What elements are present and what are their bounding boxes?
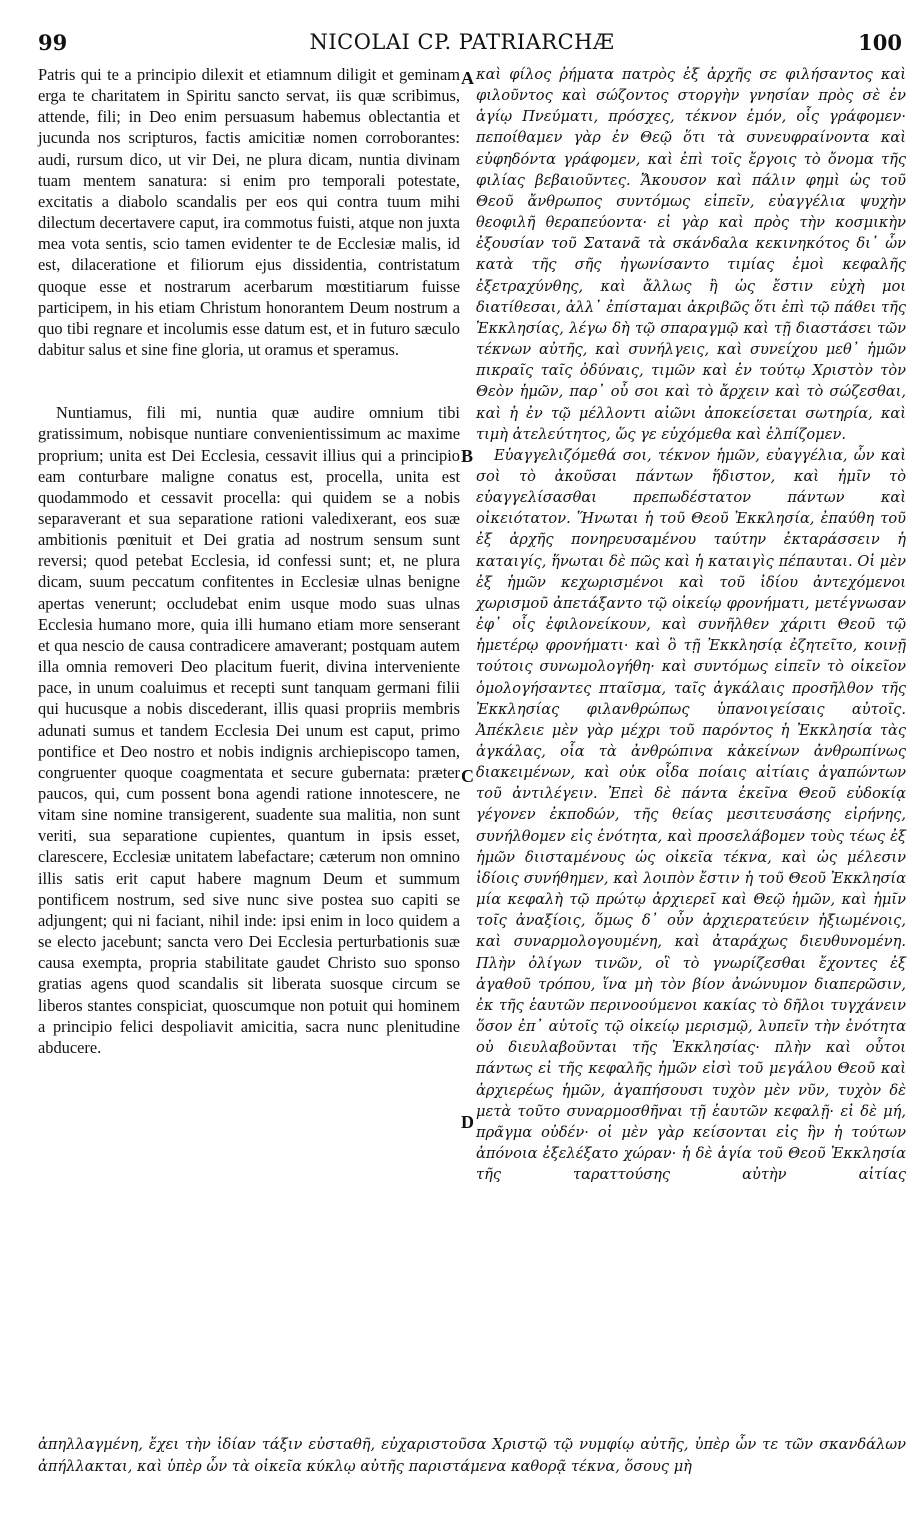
- running-title: NICOLAI CP. PATRIARCHÆ: [309, 30, 615, 54]
- greek-paragraph-2: Εὐαγγελιζόμεθά σοι, τέκνον ἡμῶν, εὐαγγέλια, ὧν καὶ σοὶ τὸ ἀκοῦσαι πάντων ἥδιστον, καὶ ἡμῖν τὸ εὐαγγελίσασθαι πρεπωδέστατον πάντων καὶ οἰκειότατον. Ἥνωται ἡ τοῦ Θεοῦ Ἐκκλησία, ἐπαύθη τοῦ ἐξ ἀρχῆς πονηρευσαμένου ταύτην ἐκταράσσειν ἡ καταιγίς, ἥνωται δὲ πῶς καὶ ἡ καταιγὶς πέπαυται. Οἱ μὲν ἐξ ἡμῶν κεχωρισμένοι καὶ τοῦ ἰδίου ἀντεχόμενοι χωρισμοῦ ἀπετάξαντο τῷ οἰκείῳ φρονήματι, μετέγνωσαν ἐφ᾽ οἷς ἐφιλονείκουν, καὶ συνῆλθεν χάριτι Θεοῦ τῷ ἡμετέρῳ φρονήματι· καὶ ὃ τῇ Ἐκκλησίᾳ ἐζητεῖτο, κοινῇ τούτοις συνωμολογήθη· καὶ συντόμως εἰπεῖν τὸ οἰκεῖον ὁμολογήσαντες πταῖσμα, ταῖς ἀγκάλαις προσῆλθον τῆς Ἐκκλησίας φιλανθρώπως ὑπανοιγείσαις αὐτοῖς. Ἀπέκλειε μὲν γὰρ μέχρι τοῦ παρόντος ἡ Ἐκκλησία τὰς ἀγκάλας, οἷα τὰ ἀνθρώπινα κἀκείνων ἀνθρωπίνως διακειμένων, καὶ οὐκ οἶδα ποίαις αἰτίαις ἀγαπώντων τοῦ ἀντιλέγειν. Ἐπεὶ δὲ πάντα ἐκεῖνα Θεοῦ εὐδοκίᾳ γέγονεν ἐκποδών, τῆς θείας μεσιτευσάσης εἰρήνης, συνήλθομεν εἰς ἑνότητα, καὶ προσελάβομεν τοὺς τέως ἐξ ἡμῶν διισταμένους ὡς οἰκεῖα τέκνα, καὶ ὡς μέλεσιν ἰδίοις συνήθημεν, καὶ λοιπὸν ἔστιν ἡ τοῦ Θεοῦ Ἐκκλησία μία κεφαλὴ τῷ πρώτῳ ἀρχιερεῖ καὶ Θεῷ ἡμῶν, καὶ ἡμῖν τοῖς ἀναξίοις, ὅμως δ᾽ οὖν ἀρχιερατεύειν ἠξιωμένοις, καὶ συναρμολογουμένη, καὶ ἀταράχως διευθυνομένη. Πλὴν ὀλίγων τινῶν, οἳ τὸ γνωρίζεσθαι ἔχοντες ἐξ ἀγαθοῦ τρόπου, ἵνα μὴ τὸν βίον ἀνώνυμον διαπερῶσιν, ἐκ τῆς ἑαυτῶν περινοούμενοι κακίας τὸ δῆλοι τυγχάνειν ὅσον ἐπ᾽ αὐτοῖς τῷ οἰκείῳ μερισμῷ, λυπεῖν τὴν ἑνότητα οὐ διευλαβοῦνται τῆς Ἐκκλησίας· πλὴν καὶ οὗτοι πάντως εἰ τῆς κεφαλῆς ἡμῶν εἰσὶ τοῦ μεγάλου Θεοῦ καὶ ἀρχιερέως ἡμῶν, ἀγαπήσουσι τυχὸν μὲν νῦν, τυχὸν δὲ μετὰ τοῦτο συναρμοσθῆναι τῇ ἑαυτῶν κεφαλῇ· εἰ δὲ μή, πρᾶγμα οὐδέν· οἱ μὲν γὰρ κείσονται εἰς ἣν ἡ τούτων ἀπόνοια ἐξελέξατο χώραν· ἡ δὲ ἁγία τοῦ Θεοῦ Ἐκκλησία τῆς ταραττούσης αὐτὴν αἰτίας: [476, 446, 906, 1184]
- greek-continuation-text: ἀπηλλαγμένη, ἔχει τὴν ἰδίαν τάξιν εὐσταθῆ, εὐχαριστοῦσα Χριστῷ τῷ νυμφίῳ αὐτῆς, ὑπὲρ ὧν τε τῶν σκανδάλων ἀπήλλακται, καὶ ὑπὲρ ὧν τὰ οἰκεῖα κύκλῳ αὐτῆς παριστάμενα καθορᾷ τέκνα, ὅσους μὴ: [38, 1436, 906, 1475]
- margin-letter-a: A: [461, 68, 474, 88]
- margin-letter-b: B: [461, 446, 474, 466]
- margin-letter-c: C: [461, 766, 474, 786]
- full-width-continuation: [38, 1434, 906, 1478]
- greek-column: [476, 64, 906, 1185]
- latin-column: [38, 64, 460, 1058]
- page-number-left: 99: [38, 30, 68, 55]
- page-number-right: 100: [858, 30, 902, 55]
- latin-paragraph-2: Nuntiamus, fili mi, nuntia quæ audire omnium tibi gratissimum, nobisque nuntiare convenientissimum ac maxime proprium; unita est Dei Ecclesia, cessavit illius qui a principio eam conturbare maligne conatus est, procella, unita est quodammodo et cessavit procella: qui quidem se a nobis separaverant et sua separatione rationi valedixerant, eos suæ ambitionis pœnituit et Dei gratia ad nostrum sensum sunt reversi; quod petebat Ecclesia, id confessi sunt; et, ne plura dicam, suum peccatum confitentes in Ecclesiæ ulnas benigne apertas venerunt; occludebat enim usque modo suas ulnas Ecclesia humano more, quia illi humano etiam more senserant et qua nescio de causa contradicere amaverant; postquam autem illa omnia removeri Deo placitum fuerit, divina interveniente pace, in unum coaluimus et recepti sunt tanquam germani filii qui hucusque a nobis discederant, illis quasi propriis membris adunati sumus et tandem Ecclesia Dei unum est caput, primo pontifice et Deo nostro et nobis indignis archiepiscopo tamen, congruenter quoque coagmentata et secure gubernata: præter paucos, qui, cum possent bona agendi ratione innotescere, ne vitam sine nomine transigerent, suadente sua malitia, non sunt veriti, sua separatione cupientes, quantum in ipsis esset, clarescere, Ecclesiæ unitatem labefactare; cæterum non omnino illis satis erit caput habere magnum Deum et summum pontificem nostrum, sed sive nunc sive postea suo capiti se adjungent; qui ni faciant, nihil inde: ipsi enim in loco quidem a se electo jacebunt; sancta vero Dei Ecclesia perturbationis suæ causa exempta, propria stabilitate gaudet Christo suo sponso gratias agens quod scandalis sit liberata suosque circum se liberos stantes conspiciat, quoscumque non potuit qui hominem a principio felici despoliavit amicitia, sacra nunc plenitudine abducere.: [38, 403, 460, 1057]
- paragraph-gap: [38, 360, 460, 402]
- greek-paragraph-1: καὶ φίλος ῥήματα πατρὸς ἐξ ἀρχῆς σε φιλήσαντος καὶ φιλοῦντος καὶ σώζοντος στοργὴν γνησίαν πρὸς σὲ ἐν ἁγίῳ Πνεύματι, πρόσχες, τέκνον ἐμόν, οἷς γράφομεν· πεποίθαμεν γὰρ ἐν Θεῷ ὅτι τὰ συνευφραίνοντα καὶ εὐφηδόντα γράφομεν, καὶ ἐπὶ τοῖς ἔργοις τὸ ὄνομα τῆς φιλίας βεβαιοῦντες. Ἄκουσον καὶ πάλιν φημὶ ὡς τοῦ Θεοῦ ἄνθρωπος συντόμως εἰπεῖν, εὐαγγέλια ψυχὴν θεοφιλῆ θεραπεύοντα· εἰ γὰρ καὶ πρὸς τὴν κοσμικὴν ἐξουσίαν τοῦ Σατανᾶ τὰ σκάνδαλα κεκινηκότος δι᾽ ὧν κατὰ τῆς σῆς ἠγωνίσαντο τιμίας ἐμοὶ κεφαλῆς ἐξετραχύνθης, καὶ ἄλλως ἢ ὡς ἔστιν εὐχὴ μοι διατίθεσαι, ἀλλ᾽ ἐπίσταμαι ἀκριβῶς ὅτι ἐπὶ τῷ πάθει τῆς Ἐκκλησίας, λέγω δὴ τῷ σπαραγμῷ καὶ τῇ διαστάσει τῶν τέκνων αὐτῆς, καὶ συνήλγεις, καὶ συνείχου μεθ᾽ ἡμῶν πικραῖς ταῖς ὀδύναις, τιμῶν καὶ ἐν τούτῳ Χριστὸν τὸν Θεὸν ἡμῶν, παρ᾽ οὗ σοι καὶ τὸ ἄρχειν καὶ τὸ σώζεσθαι, καὶ ἡ ἐν τῷ μέλλοντι αἰῶνι ἀποκείσεται σωτηρία, καὶ τιμὴ ἀτελεύτητος, ὥς γε εὐχόμεθα καὶ ἐλπίζομεν.: [476, 66, 906, 443]
- margin-letter-d: D: [461, 1112, 474, 1132]
- latin-paragraph-1: Patris qui te a principio dilexit et etiamnum diligit et geminam erga te charitatem in Spiritu sancto servat, iis quæ scribimus, attende, fili; in Deo enim persuasum habemus oblectantia et jucunda nos scripturos, factis amicitiæ nomen corroborantes: audi, rursum dico, ut vir Dei, ne plura dicam, nuntia divinam tuam mentem sanatura: si enim pro temporali potestate, excitatis a diabolo scandalis per eos qui contra tuum mihi dilectum decertavere caput, ira commotus fuisti, atque non juxta mea vota sentis, scio tamen evidenter te de Ecclesiæ malis, id est, dilaceratione et filiorum ejus dissidentia, contristatum quoque esse et nostrarum acerbarum mœstitiarum fuisse participem, in his etiam Christum honorantem Deum nostrum a quo tibi regnare et incolumis esse datum est, et in futuro sæculo dabitur salus et sine fine gloria, ut oramus et speramus.: [38, 65, 460, 360]
- running-header: [0, 30, 924, 58]
